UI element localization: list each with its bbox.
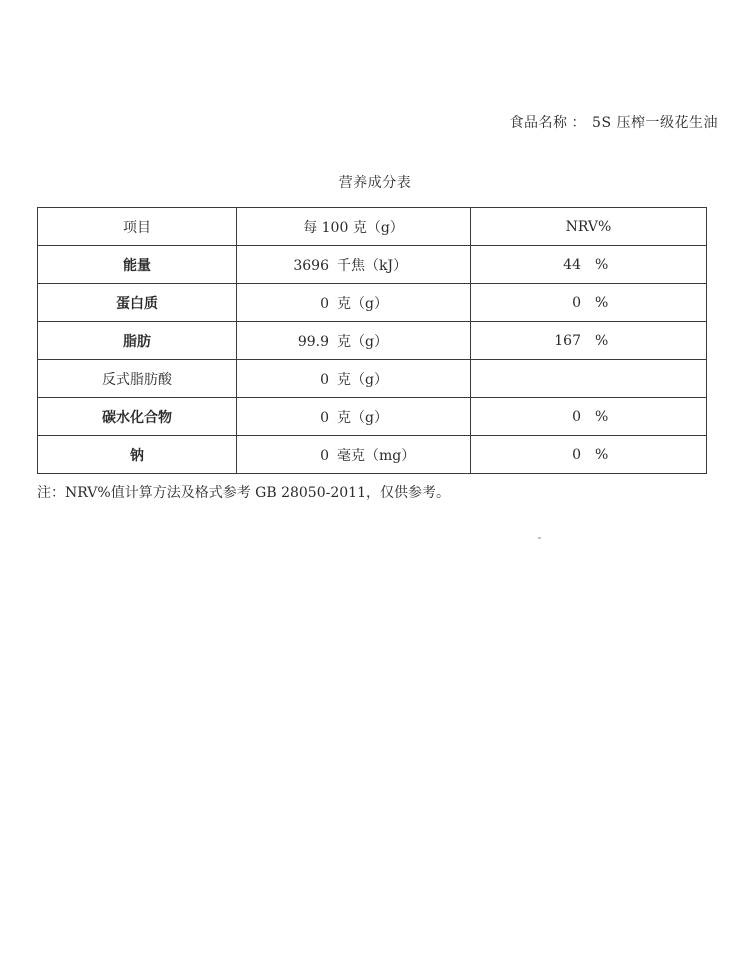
nutrient-unit: 克（g） xyxy=(337,295,388,312)
nutrient-name: 能量 xyxy=(38,246,237,284)
nutrient-amount-cell xyxy=(237,360,471,398)
nutrient-name: 钠 xyxy=(38,436,237,474)
nrv-value: 0 xyxy=(572,408,581,425)
header-per-100g: 每 100 克（g） xyxy=(237,208,471,246)
nutrient-amount-cell xyxy=(237,284,471,322)
product-name-separator: ： xyxy=(571,115,587,131)
nrv-percent-sign: % xyxy=(595,294,609,311)
table-title: 营养成分表 xyxy=(338,175,412,191)
nutrient-amount: 3696 xyxy=(293,257,329,274)
table-row xyxy=(38,284,707,322)
header-nrv: NRV% xyxy=(471,208,707,246)
nutrient-amount-cell xyxy=(237,322,471,360)
footnote: 注：NRV%值计算方法及格式参考 GB 28050-2011，仅供参考。 xyxy=(37,485,450,501)
nutrient-amount-cell xyxy=(237,398,471,436)
nutrient-amount: 0 xyxy=(320,409,329,426)
nutrient-unit: 克（g） xyxy=(337,371,388,388)
nrv-value: 167 xyxy=(554,332,581,349)
nutrient-amount: 0 xyxy=(320,371,329,388)
table-row xyxy=(38,246,707,284)
nutrient-nrv-cell xyxy=(471,322,707,360)
table-row xyxy=(38,360,707,398)
product-name-value: 5S 压榨一级花生油 xyxy=(592,115,718,131)
table-row xyxy=(38,322,707,360)
product-name-label: 食品名称 xyxy=(509,115,568,131)
nutrient-nrv-cell xyxy=(471,246,707,284)
nrv-value: 44 xyxy=(563,256,581,273)
nrv-value: 0 xyxy=(572,446,581,463)
nrv-percent-sign: % xyxy=(595,408,609,425)
nutrient-amount: 99.9 xyxy=(297,333,329,350)
nutrient-amount-cell xyxy=(237,246,471,284)
table-header-row xyxy=(38,208,707,246)
table-row xyxy=(38,436,707,474)
nutrient-unit: 克（g） xyxy=(337,333,388,350)
nutrient-nrv-cell xyxy=(471,398,707,436)
nutrient-nrv-cell xyxy=(471,284,707,322)
table-row xyxy=(38,398,707,436)
product-name-line xyxy=(510,112,718,132)
nutrient-unit: 克（g） xyxy=(337,409,388,426)
nutrient-name: 反式脂肪酸 xyxy=(38,360,237,398)
nrv-percent-sign: % xyxy=(595,256,609,273)
nutrient-amount: 0 xyxy=(320,447,329,464)
nrv-percent-sign: % xyxy=(595,332,609,349)
nutrient-name: 碳水化合物 xyxy=(38,398,237,436)
nutrition-table xyxy=(37,207,707,474)
nrv-value: 0 xyxy=(572,294,581,311)
nutrient-unit: 毫克（mg） xyxy=(337,447,416,464)
scan-speck xyxy=(538,537,541,539)
nutrient-name: 蛋白质 xyxy=(38,284,237,322)
nutrition-table-body xyxy=(38,246,707,474)
nutrient-amount: 0 xyxy=(320,295,329,312)
nutrient-nrv-cell xyxy=(471,360,707,398)
header-item: 项目 xyxy=(38,208,237,246)
nrv-percent-sign: % xyxy=(595,446,609,463)
nutrient-amount-cell xyxy=(237,436,471,474)
nutrient-name: 脂肪 xyxy=(38,322,237,360)
nutrient-unit: 千焦（kJ） xyxy=(337,257,408,274)
nutrient-nrv-cell xyxy=(471,436,707,474)
